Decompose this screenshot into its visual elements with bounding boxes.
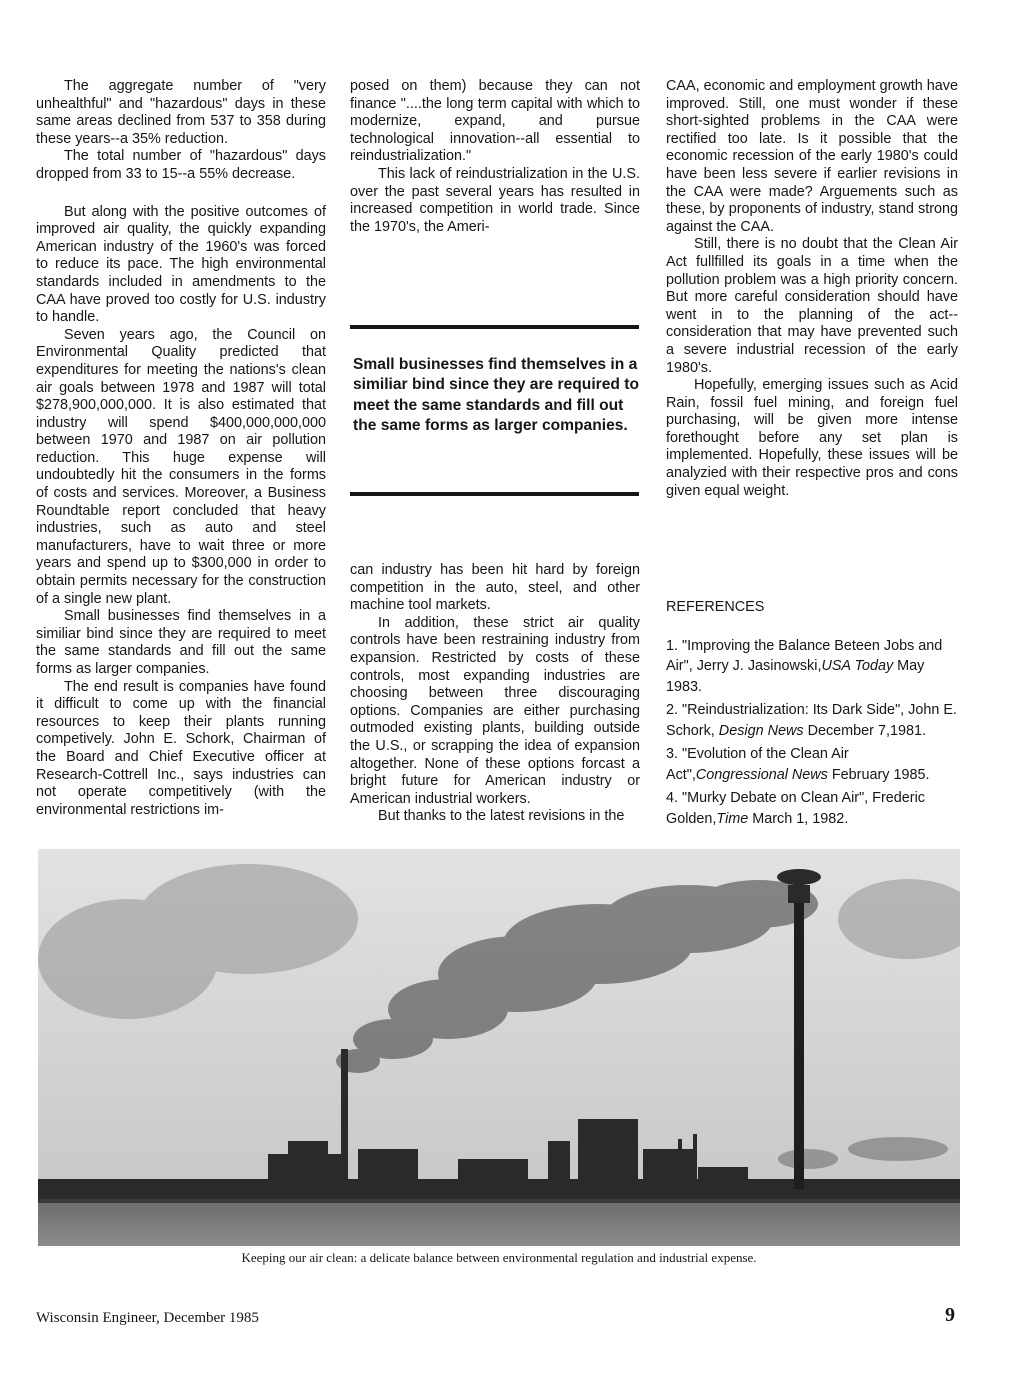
paragraph: CAA, economic and employment growth have improved. Still, one must wonder if these short-sighted problems in the CAA were rectified too late. Is it possible that the economic recession of the early 1980's could have been less severe if earlier revisions in the CAA were made? Arguements such as these, by proponents of industry, stand strong against the CAA.: [666, 78, 958, 235]
paragraph: Seven years ago, the Council on Environmental Quality predicted that expenditures for meeting the nations's clean air goals between 1978 and 1987 will total $278,900,000,000. It is also estimated that industry will spend $400,000,000,000 between 1970 and 1987 on air pollution reduction. This huge expense will undoubtedly hit the consumers in the forms of costs and services. Moreover, a Business Roundtable report concluded that heavy industries, such as auto and steel manufacturers, have to wait three or more years and spend up to $300,000 in order to obtain permits necessary for the construction of a single new plant.: [36, 326, 326, 607]
paragraph: posed on them) because they can not finance "....the long term capital with which to modernize, expand, and pursue technological innovation--all essential to reindustrialization.": [350, 78, 640, 165]
article-column-2-bottom: [350, 562, 640, 826]
paragraph: can industry has been hit hard by foreign competition in the auto, steel, and other machine tool markets.: [350, 562, 640, 614]
reference-item: 3. "Evolution of the Clean Air Act",Congressional News February 1985.: [666, 746, 930, 783]
page-number: 9: [945, 1304, 955, 1326]
paragraph: The aggregate number of "very unhealthful" and "hazardous" days in these same areas declined from 537 to 358 during these years--a 35% reduction.: [36, 78, 326, 147]
publication-footer: Wisconsin Engineer, December 1985: [36, 1310, 259, 1326]
paragraph: This lack of reindustrialization in the U.S. over the past several years has resulted in increased competition in world trade. Since the 1970's, the Ameri-: [350, 165, 640, 235]
pullquote-bottom-rule: [350, 492, 639, 496]
paragraph: Hopefully, emerging issues such as Acid Rain, fossil fuel mining, and foreign fuel purchasing, will be given more intense forethought before any set plan is implemented. Hopefully, these issues will be analyzied with their respective pros and cons given equal weight.: [666, 377, 958, 499]
industrial-plant-photo: [38, 849, 960, 1246]
paragraph: In addition, these strict air quality controls have been restraining industry from expansion. Restricted by costs of these controls, most expanding industries are choosing between three discouraging options. Companies are either purchasing outmoded existing plants, building outside the U.S., or scrapping the idea of expansion altogether. None of these options forcast a bright future for American industry or American industrial workers.: [350, 614, 640, 807]
paragraph: But along with the positive outcomes of improved air quality, the quickly expanding American industry of the 1960's was forced to reduce its pace. The high environmental standards included in amendments to the CAA have proved too costly for U.S. industry to handle.: [36, 203, 326, 326]
reference-item: 2. "Reindustrialization: Its Dark Side", John E. Schork, Design News December 7,1981.: [666, 702, 957, 739]
paragraph: Small businesses find themselves in a similiar bind since they are required to meet the same standards and fill out the same forms as larger companies.: [36, 608, 326, 677]
reference-item: 1. "Improving the Balance Beteen Jobs and Air", Jerry J. Jasinowski,USA Today May 1983.: [666, 637, 943, 695]
pull-quote: Small businesses find themselves in a similiar bind since they are required to meet the same standards and fill out the same forms as larger companies.: [353, 356, 639, 434]
photo-caption: Keeping our air clean: a delicate balance between environmental regulation and industrial expense.: [241, 1250, 757, 1265]
article-column-3: [666, 78, 958, 500]
reference-item: 4. "Murky Debate on Clean Air", Frederic Golden,Time March 1, 1982.: [666, 790, 925, 827]
references: [666, 597, 958, 832]
paragraph: Still, there is no doubt that the Clean Air Act fullfilled its goals in a time when the pollution problem was a high priority concern. But more careful consideration should have went in to the planning of the act--consideration that may have prevented such a severe industrial recession of the early 1980's.: [666, 236, 958, 376]
paragraph: The total number of "hazardous" days dropped from 33 to 15--a 55% decrease.: [36, 148, 326, 182]
pullquote-top-rule: [350, 325, 639, 329]
paragraph: The end result is companies have found it difficult to come up with the financial resources to keep their plants running competively. John E. Schork, Chairman of the Board and Chief Executive officer at Research-Cottrell Inc., says industries can not operate competitively (with the environmental restrictions im-: [36, 678, 326, 818]
article-column-2-top: [350, 78, 640, 236]
references-heading: REFERENCES: [666, 599, 765, 615]
article-column-1: [36, 78, 326, 819]
paragraph: But thanks to the latest revisions in the: [378, 808, 625, 825]
